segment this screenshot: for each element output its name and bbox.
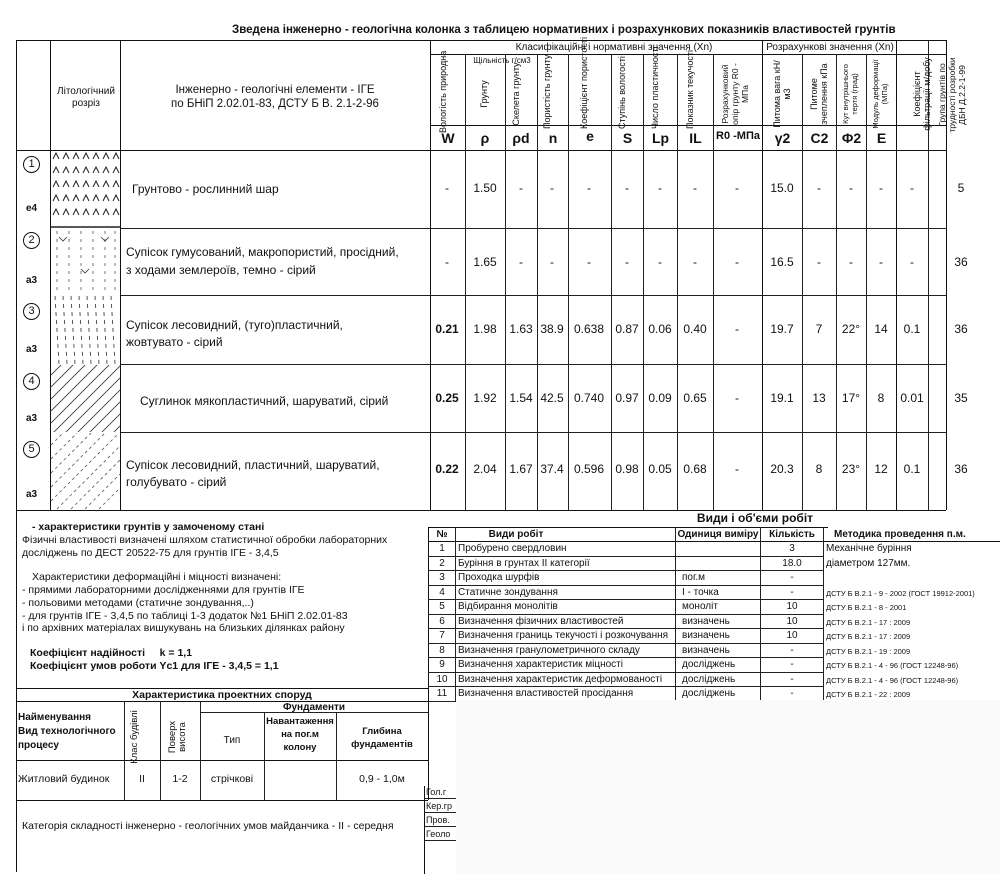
note-line-9: Коефіцієнт надійності k = 1,1 (30, 647, 193, 659)
works-row-num-7: 7 (439, 630, 445, 641)
layer-4-void-ratio: 0.740 (573, 391, 605, 405)
lithology-layer-3 (51, 296, 120, 364)
layer-name-3b: жовтувато - сірий (126, 335, 223, 349)
structure-name: Житловий будинок (18, 773, 110, 785)
lithology-layer-1 (51, 151, 120, 228)
layer-name-3a: Супісок лесовидний, (туго)пластичний, (126, 318, 343, 332)
works-row-name-9: Визначення характеристик міцності (458, 659, 623, 670)
structures-col-name-2: Вид технологічного (18, 726, 116, 737)
layer-2-moisture: - (445, 255, 449, 269)
stamp-row-1: Гол.г (426, 787, 447, 797)
works-row-qty-9: - (790, 659, 794, 670)
works-row-qty-10: - (790, 673, 794, 685)
works-row-qty-7: 10 (786, 630, 798, 641)
symbol-phi: Φ2 (841, 130, 862, 146)
cohesion-header: Питоме зчеплення кПа (809, 63, 829, 125)
layer-1-modulus: - (879, 181, 883, 195)
works-row-method-8: ДСТУ Б В.2.1 - 19 : 2009 (826, 646, 911, 656)
layer-name-1: Грунтово - рослинний шар (132, 182, 279, 196)
layer-1-unit-weight: 15.0 (770, 181, 794, 195)
works-row-method-1: Механічне буріння (826, 543, 912, 554)
works-row-qty-8: - (790, 644, 794, 656)
layer-4-modulus: 8 (877, 391, 885, 405)
works-row-qty-6: 10 (786, 615, 798, 627)
works-title: Види і об'єми робіт (696, 511, 814, 525)
works-row-divider (428, 657, 823, 658)
note-line-7: - для грунтів ІГЕ - 3,4,5 по таблиці 1-3 додаток №1 БНіП 2.02.01-83 (22, 610, 348, 622)
works-row-divider (428, 585, 823, 586)
layer-4-soil-group: 35 (954, 391, 968, 405)
foundations-header: Фундаменти (282, 702, 346, 713)
layer-2-skeleton-density: - (519, 255, 523, 269)
document-title: Зведена інженерно - геологічна колонка з таблицею нормативних і розрахункових показників властивостей грунтів (232, 24, 896, 36)
works-row-divider (428, 643, 823, 644)
works-row-name-6: Визначення фізичних властивостей (458, 615, 624, 627)
works-row-method-11: ДСТУ Б В.2.1 - 22 : 2009 (826, 690, 911, 699)
layer-1-liquidity: - (693, 181, 697, 195)
works-row-num-2: 2 (439, 557, 445, 569)
layer-name-2b: з ходами землероїв, темно - сірий (126, 263, 316, 277)
layer-name-5b: голубувато - сірий (126, 475, 227, 489)
layer-4-liquidity: 0.65 (683, 391, 707, 405)
works-row-qty-2: 18.0 (782, 557, 802, 569)
layer-1-soil-density: 1.50 (473, 181, 497, 195)
layer-1-plasticity: - (658, 181, 662, 195)
works-row-divider (428, 686, 823, 687)
symbol-lp: Lp (651, 130, 670, 146)
structures-col-depth-2: фундаментів (351, 739, 413, 750)
layer-4-friction-angle: 17° (841, 391, 861, 405)
symbol-e-modulus: E (876, 130, 887, 146)
works-row-num-3: 3 (439, 572, 445, 583)
layer-number-2: 2 (23, 232, 40, 249)
layer-4-soil-density: 1.92 (473, 391, 497, 405)
works-row-unit-5: моноліт (682, 601, 718, 612)
structure-depth: 0,9 - 1,0м (359, 773, 405, 785)
structures-col-load-1: Навантаження (266, 716, 334, 727)
works-row-divider (428, 570, 823, 571)
works-row-method-7: ДСТУ Б В.2.1 - 17 : 2009 (826, 632, 911, 641)
note-line-2: Фізичні властивості визначені шляхом статистичної обробки лабораторних (22, 534, 388, 546)
layer-4-cohesion: 13 (812, 391, 826, 405)
symbol-r0: R0 -МПа (716, 130, 760, 142)
stamp-row-3: Пров. (426, 815, 450, 825)
layer-3-modulus: 14 (874, 322, 888, 336)
layer-5-cohesion: 8 (815, 462, 823, 476)
layer-3-soil-density: 1.98 (473, 322, 497, 336)
structures-col-load-3: колону (283, 742, 317, 753)
layer-3-void-ratio: 0.638 (573, 322, 605, 336)
works-header-unit: Одиниця виміру (677, 529, 759, 540)
layer-5-soil-group: 36 (954, 462, 968, 476)
structures-title: Характеристика проектних споруд (132, 689, 312, 701)
works-row-unit-8: визначень (682, 644, 730, 656)
layer-2-saturation: - (625, 255, 629, 269)
works-row-num-6: 6 (439, 615, 445, 627)
layer-1-porosity: - (550, 181, 554, 195)
lithology-header: Літологічний розріз (57, 86, 115, 109)
layer-5-unit-weight: 20.3 (770, 462, 794, 476)
lithology-layer-4 (51, 365, 120, 432)
layer-5-filtration: 0.1 (903, 462, 921, 476)
layer-3-moisture: 0.21 (435, 322, 459, 336)
calc-group-header: Розрахункові значення (Хn) (766, 42, 894, 53)
works-row-num-8: 8 (439, 644, 445, 656)
works-header-qty: Кількість (769, 529, 815, 540)
layer-3-soil-group: 36 (954, 322, 968, 336)
stamp-row-2: Кер.гр (426, 801, 453, 811)
works-row-divider (428, 628, 823, 629)
structure-class: II (139, 773, 145, 785)
ige-header: Інженерно - геологічні елементи - ІГЕ (175, 84, 375, 96)
layer-5-moisture: 0.22 (435, 462, 459, 476)
layer-name-2a: Супісок гумусований, макропористий, просідний, (126, 245, 399, 259)
works-header-method: Методика проведення п.м. (834, 529, 966, 540)
layer-4-unit-weight: 19.1 (770, 391, 794, 405)
layer-5-modulus: 12 (874, 462, 888, 476)
works-row-qty-11: - (790, 688, 794, 699)
works-row-name-3: Проходка шурфів (458, 572, 540, 583)
works-row-name-8: Визначення гранулометричного складу (458, 644, 640, 656)
layer-3-cohesion: 7 (815, 322, 823, 336)
resistance-header: Розрахунковий опір грунту R0 - МПа (720, 63, 750, 125)
structures-col-class: Клас будівлі (129, 710, 140, 764)
lithology-layer-2 (51, 229, 120, 295)
works-row-qty-3: - (790, 572, 794, 583)
layer-4-moisture: 0.25 (435, 391, 459, 405)
layer-3-resistance: - (735, 322, 739, 336)
plasticity-header: Число пластичності (650, 46, 660, 129)
symbol-n: n (548, 130, 558, 146)
unit-weight-header: Питома вага кН/м3 (772, 60, 792, 128)
works-row-name-4: Статичне зондування (458, 586, 558, 598)
works-row-num-4: 4 (439, 586, 445, 598)
symbol-s: S (622, 130, 633, 146)
layer-1-filtration: - (910, 181, 914, 195)
layer-4-porosity: 42.5 (540, 391, 564, 405)
note-line-8: і по архівних матеріалах вишукувань на близьких ділянках району (22, 622, 345, 634)
layer-5-liquidity: 0.68 (683, 462, 707, 476)
density-header: Щільність г/см3 (473, 56, 531, 65)
layer-1-soil-group: 5 (957, 181, 965, 195)
layer-2-resistance: - (735, 255, 739, 269)
works-row-name-10: Визначення характеристик деформованості (458, 673, 663, 685)
layer-5-soil-density: 2.04 (473, 462, 497, 476)
symbol-rhod: ρd (512, 130, 530, 146)
layer-number-4: 4 (23, 373, 40, 390)
layer-5-porosity: 37.4 (540, 462, 564, 476)
layer-5-void-ratio: 0.596 (573, 462, 605, 476)
layer-1-void-ratio: - (587, 181, 591, 195)
skeleton-density-header: Скелета грунту (511, 62, 521, 126)
friction-header: Кут внутрішнього тертя (град) (841, 64, 859, 124)
layer-2-friction-angle: - (849, 255, 853, 269)
structures-col-type: Тип (223, 735, 241, 746)
layer-index-1: e4 (26, 203, 38, 214)
layer-4-filtration: 0.01 (900, 391, 924, 405)
layer-2-modulus: - (879, 255, 883, 269)
stamp-row-4: Геоло (426, 829, 451, 839)
layer-1-moisture: - (445, 181, 449, 195)
note-line-5: - прямими лабораторними дослідженнями для грунтів ІГЕ (22, 584, 305, 596)
layer-3-skeleton-density: 1.63 (509, 322, 533, 336)
symbol-il: IL (689, 130, 702, 146)
layer-5-resistance: - (735, 462, 739, 476)
layer-number-1: 1 (23, 156, 40, 173)
works-row-divider (428, 556, 823, 557)
structure-type: стрічкові (210, 773, 254, 785)
layer-number-5: 5 (23, 441, 40, 458)
layer-2-cohesion: - (817, 255, 821, 269)
works-row-unit-11: досліджень (682, 688, 736, 699)
works-row-name-2: Буріння в грунтах ІІ категорії (458, 557, 590, 569)
works-row-num-5: 5 (439, 601, 445, 612)
layer-1-resistance: - (735, 181, 739, 195)
porosity-header: Пористість грунту (542, 54, 552, 129)
table-top-border (16, 40, 946, 41)
soil-density-header: Грунту (479, 80, 489, 108)
layer-4-saturation: 0.97 (615, 391, 639, 405)
saturation-header: Ступінь вологості (617, 56, 627, 129)
structures-col-floors: Поверх висота (167, 720, 188, 754)
layer-index-4: a3 (26, 413, 38, 424)
structures-col-load-2: на пог.м (281, 729, 319, 740)
void-ratio-header: Коефіцієнт пористості (579, 36, 589, 129)
layer-5-saturation: 0.98 (615, 462, 639, 476)
liquidity-header: Показник текучості (685, 50, 695, 129)
symbol-rho: ρ (480, 130, 490, 146)
works-row-name-1: Пробурено свердловин (458, 543, 567, 554)
layer-3-friction-angle: 22° (841, 322, 861, 336)
works-row-qty-5: 10 (786, 601, 798, 612)
group-header: Група грунтів по трудності розробки ДБН Д.2.2-1-99 (937, 57, 967, 133)
table-left-border (16, 40, 17, 872)
layer-1-saturation: - (625, 181, 629, 195)
works-row-num-10: 10 (436, 673, 448, 685)
works-row-unit-4: І - точка (682, 586, 719, 598)
layer-2-liquidity: - (693, 255, 697, 269)
works-row-method-4: ДСТУ Б В.2.1 - 9 - 2002 (ГОСТ 19912-2001) (826, 588, 975, 598)
works-row-num-9: 9 (439, 659, 445, 670)
works-row-unit-9: досліджень (682, 659, 736, 670)
class-group-header: Класифікаційні і нормативні значення (Хn) (515, 42, 713, 53)
works-row-method-10: ДСТУ Б В.2.1 - 4 - 96 (ГОСТ 12248-96) (826, 675, 959, 685)
note-line-10: Коефіцієнт умов роботи Yc1 для ІГЕ - 3,4,5 = 1,1 (30, 660, 279, 672)
layer-name-4: Суглинок мякопластичний, шаруватий, сірий (140, 394, 389, 408)
layer-3-liquidity: 0.40 (683, 322, 707, 336)
layer-2-plasticity: - (658, 255, 662, 269)
layer-5-plasticity: 0.05 (648, 462, 672, 476)
complexity-category: Категорія складності інженерно - геологічних умов майданчика - II - середня (22, 820, 394, 832)
layer-2-soil-group: 36 (954, 255, 968, 269)
layer-index-2: a3 (26, 275, 38, 286)
note-line-3: досліджень по ДЕСТ 20522-75 для грунтів ІГЕ - 3,4,5 (22, 547, 279, 559)
works-row-method-9: ДСТУ Б В.2.1 - 4 - 96 (ГОСТ 12248-96) (826, 661, 959, 670)
layer-4-skeleton-density: 1.54 (509, 391, 533, 405)
structure-floors: 1-2 (172, 773, 188, 785)
layer-2-filtration: - (910, 255, 914, 269)
layer-1-cohesion: - (817, 181, 821, 195)
structures-col-name-3: процесу (18, 740, 59, 751)
works-row-unit-6: визначень (682, 615, 730, 627)
layer-3-porosity: 38.9 (540, 322, 564, 336)
works-row-unit-3: пог.м (682, 572, 706, 583)
works-row-name-5: Відбирання монолітів (458, 601, 558, 612)
works-row-method-6: ДСТУ Б В.2.1 - 17 : 2009 (826, 617, 911, 627)
ige-norm-header: по БНіП 2.02.01-83, ДСТУ Б В. 2.1-2-96 (171, 98, 379, 110)
filtration-header: Коефіцієнт фільтрації м/добу (912, 57, 932, 131)
layer-index-5: a3 (26, 489, 38, 500)
symbol-w: W (441, 130, 455, 146)
works-row-num-11: 11 (436, 688, 448, 699)
works-row-unit-10: досліджень (682, 673, 736, 685)
layer-5-friction-angle: 23° (841, 462, 861, 476)
works-row-divider (428, 672, 823, 673)
layer-3-saturation: 0.87 (615, 322, 639, 336)
layer-number-3: 3 (23, 303, 40, 320)
layer-4-plasticity: 0.09 (648, 391, 672, 405)
works-row-unit-7: визначень (682, 630, 730, 641)
symbol-c2: C2 (810, 130, 829, 146)
symbol-gamma: γ2 (774, 130, 791, 146)
layer-name-5a: Супісок лесовидний, пластичний, шаруватий, (126, 458, 380, 472)
layer-1-friction-angle: - (849, 181, 853, 195)
layer-index-3: a3 (26, 344, 38, 355)
structures-col-name-1: Найменування (18, 712, 91, 723)
layer-3-filtration: 0.1 (903, 322, 921, 336)
works-row-name-7: Визначення границь текучості і розкочування (458, 630, 669, 641)
layer-2-soil-density: 1.65 (473, 255, 497, 269)
works-row-method-2: діаметром 127мм. (826, 557, 911, 569)
layer-2-unit-weight: 16.5 (770, 255, 794, 269)
layer-2-porosity: - (550, 255, 554, 269)
layer-3-plasticity: 0.06 (648, 322, 672, 336)
works-row-name-11: Визначення властивостей просідання (458, 688, 634, 699)
lithology-layer-5 (51, 433, 120, 510)
layer-3-unit-weight: 19.7 (770, 322, 794, 336)
works-row-divider (428, 614, 823, 615)
works-row-num-1: 1 (439, 543, 445, 554)
works-row-method-5: ДСТУ Б В.2.1 - 8 - 2001 (826, 603, 907, 612)
modulus-header: Модуль деформації (МПа) (871, 59, 889, 129)
structures-col-depth-1: Глибина (362, 726, 402, 737)
note-line-1: - характеристики грунтів у замоченому стані (32, 521, 265, 533)
paper-overlap (456, 700, 1000, 874)
symbol-e: e (586, 128, 594, 144)
note-line-6: - польовими методами (статичне зондування,..) (22, 597, 254, 609)
works-row-divider (428, 599, 823, 600)
moisture-header: Вологість природна (438, 50, 448, 133)
note-line-4: Характеристики деформаційні і міцності визначені: (32, 571, 282, 583)
layer-2-void-ratio: - (587, 255, 591, 269)
works-header-name: Види робіт (488, 529, 544, 540)
layer-5-skeleton-density: 1.67 (509, 462, 533, 476)
works-row-qty-1: 3 (789, 543, 795, 554)
layer-1-skeleton-density: - (519, 181, 523, 195)
works-row-qty-4: - (790, 586, 794, 598)
layer-4-resistance: - (735, 391, 739, 405)
works-header-num: № (436, 529, 448, 540)
